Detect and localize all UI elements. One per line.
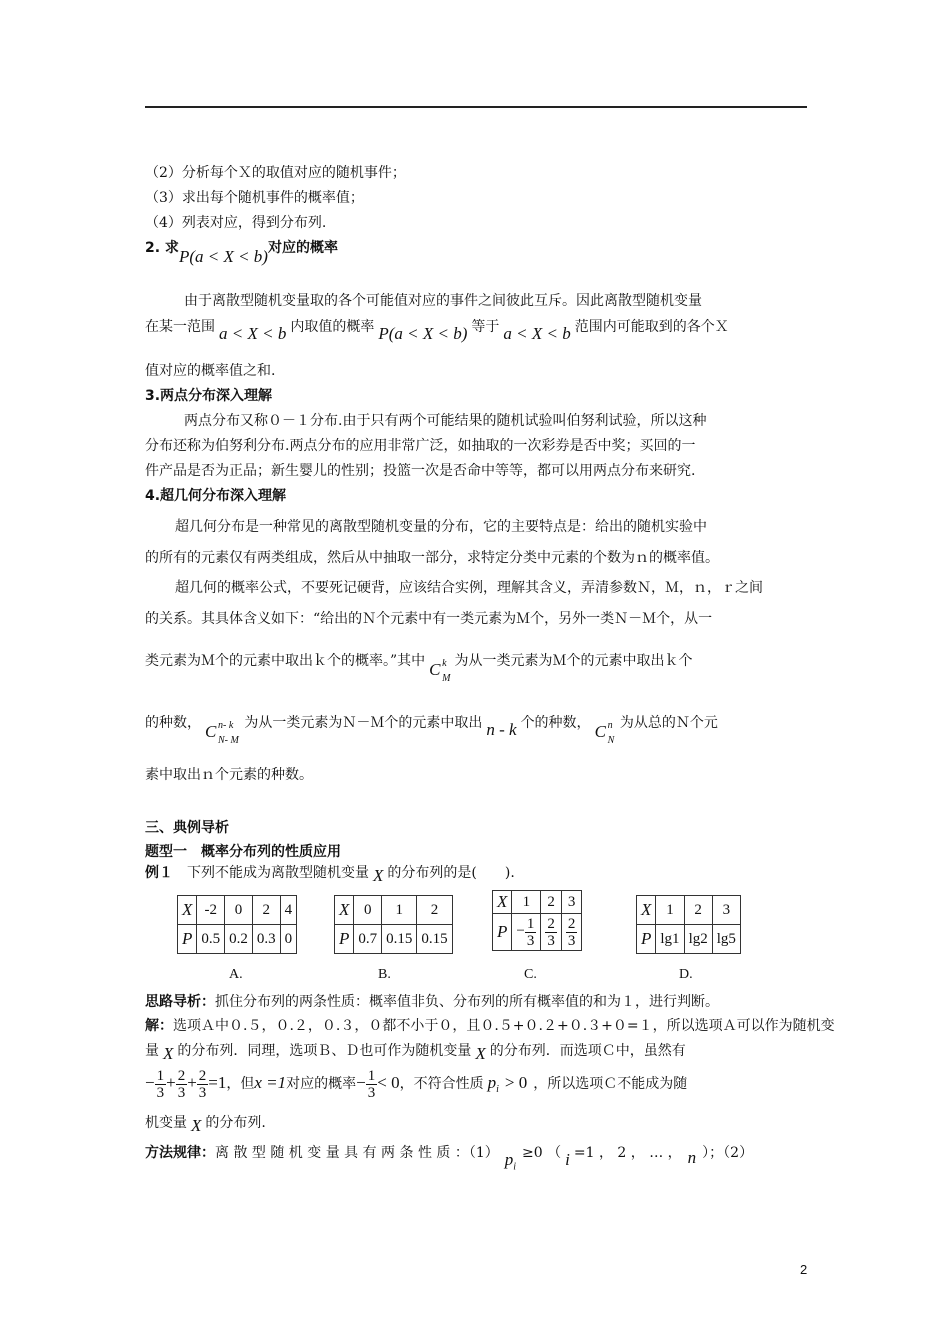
frac-two-thirds: $\frac{2}{3}$ (567, 915, 576, 949)
solution-line-4: 机变量 X 的分布列. (145, 1115, 266, 1135)
para-4-line-1: 超几何的概率公式，不要死记硬背，应该结合实例，理解其含义，弄清参数Ｎ，Ｍ，ｎ，ｒ之间 (175, 580, 763, 596)
para-4-line-2: 的关系。其具体含义如下：“给出的Ｎ个元素中有一类元素为Ｍ个，另外一类Ｎ－Ｍ个，从一 (145, 611, 713, 627)
heading-3: 3.两点分布深入理解 (145, 388, 273, 404)
step-4: （4）列表对应，得到分布列. (145, 215, 327, 231)
section-heading: 三、典例导析 (145, 820, 229, 836)
option-d-table: X 1 2 3 P lg1 lg2 lg5 (636, 895, 741, 954)
example-1: 例１ 下列不能成为离散型随机变量 X 的分布列的是( ). (145, 865, 515, 885)
para-3-line-2: 的所有的元素仅有两类组成，然后从中抽取一部分，求特定分类中元素的个数为ｎ的概率值。 (145, 550, 719, 566)
option-b-table: X 0 1 2 P 0.7 0.15 0.15 (334, 895, 453, 954)
para-1-line-1: 由于离散型随机变量取的各个可能值对应的事件之间彼此互斥。因此离散型随机变量 (184, 293, 702, 309)
step-3: （3）求出每个随机事件的概率值； (145, 190, 364, 206)
para-2-line-2: 分布还称为伯努利分布.两点分布的应用非常广泛，如抽取的一次彩券是否中奖；买回的一 (145, 438, 696, 454)
type-heading: 题型一 概率分布列的性质应用 (145, 844, 341, 860)
option-c-table: X 1 2 3 P − $\frac{1}{3}$ $\frac{2}{3}$ $\frac{2}{3}$ (492, 890, 582, 951)
para-2-line-3: 件产品是否为正品；新生婴儿的性别；投篮一次是否命中等等，都可以用两点分布来研究. (145, 463, 696, 479)
heading-4: 4.超几何分布深入理解 (145, 488, 287, 504)
frac-two-thirds: $\frac{2}{3}$ (547, 915, 555, 949)
frac-neg-one-third: − $\frac{1}{3}$ (516, 915, 535, 949)
heading-2: 2. 求P(a < X < b)对应的概率 (145, 240, 338, 266)
solution-line-1: 解：选项Ａ中０.５，０.２，０.３，０都不小于０，且０.５+０.２+０.３+０=１，所以选项Ａ可以作为随机变 (145, 1018, 835, 1034)
solution-line-3: − $\frac{1}{3}$ + $\frac{2}{3}$ + $\frac{2}{3}$ =1，但x =1对应的概率− $\frac{1}{3}$ < 0，不符合性质 $p_i > 0$ ，所以选项Ｃ不能成为随 (145, 1067, 688, 1101)
step-2: （2）分析每个Ｘ的取值对应的随机事件； (145, 165, 406, 181)
method-rule: 方法规律：离 散 型 随 机 变 量 具 有 两 条 性 质 ：（1） $p_i\ge 0$ （ i =1 ， 2 ， … ， n ）；（2） (145, 1145, 754, 1173)
comb-c-nm-nk: C n- k N- M (205, 720, 239, 746)
option-c-label: C. (524, 967, 537, 982)
think-guide: 思路导析：抓住分布列的两条性质：概率值非负、分布列的所有概率值的和为１，进行判断。 (145, 994, 719, 1010)
option-a-table: X -2 0 2 4 P 0.5 0.2 0.3 0 (177, 895, 297, 954)
para-4-line-4: 的种数， C n- k N- M 为从一类元素为Ｎ－Ｍ个的元素中取出 n - k 个的种数， C n N 为从总的Ｎ个元 (145, 715, 718, 746)
para-4-line-5: 素中取出ｎ个元素的种数。 (145, 767, 313, 783)
para-1-line-3: 值对应的概率值之和. (145, 363, 276, 379)
para-1-line-2: 在某一范围 a < X < b 内取值的概率 P(a < X < b) 等于 a < X < b 范围内可能取到的各个Ｘ (145, 319, 729, 343)
comb-c-n-n: C n N (594, 720, 615, 746)
comb-c-m-k: C k M (429, 658, 451, 684)
para-3-line-1: 超几何分布是一种常见的离散型随机变量的分布，它的主要特点是：给出的随机实验中 (175, 519, 707, 535)
option-d-label: D. (679, 967, 693, 982)
para-2-line-1: 两点分布又称０－１分布.由于只有两个可能结果的随机试验叫伯努利试验，所以这种 (184, 413, 707, 429)
header-rule (145, 106, 807, 108)
page-number: 2 (800, 1262, 808, 1277)
para-4-line-3: 类元素为Ｍ个的元素中取出ｋ个的概率。”其中 C k M 为从一类元素为Ｍ个的元素中取出ｋ个 (145, 653, 693, 684)
solution-line-2: 量 X 的分布列．同理，选项Ｂ、Ｄ也可作为随机变量 X 的分布列．而选项Ｃ中，虽然有 (145, 1043, 686, 1063)
option-b-label: B. (378, 967, 391, 982)
option-a-label: A. (229, 967, 243, 982)
